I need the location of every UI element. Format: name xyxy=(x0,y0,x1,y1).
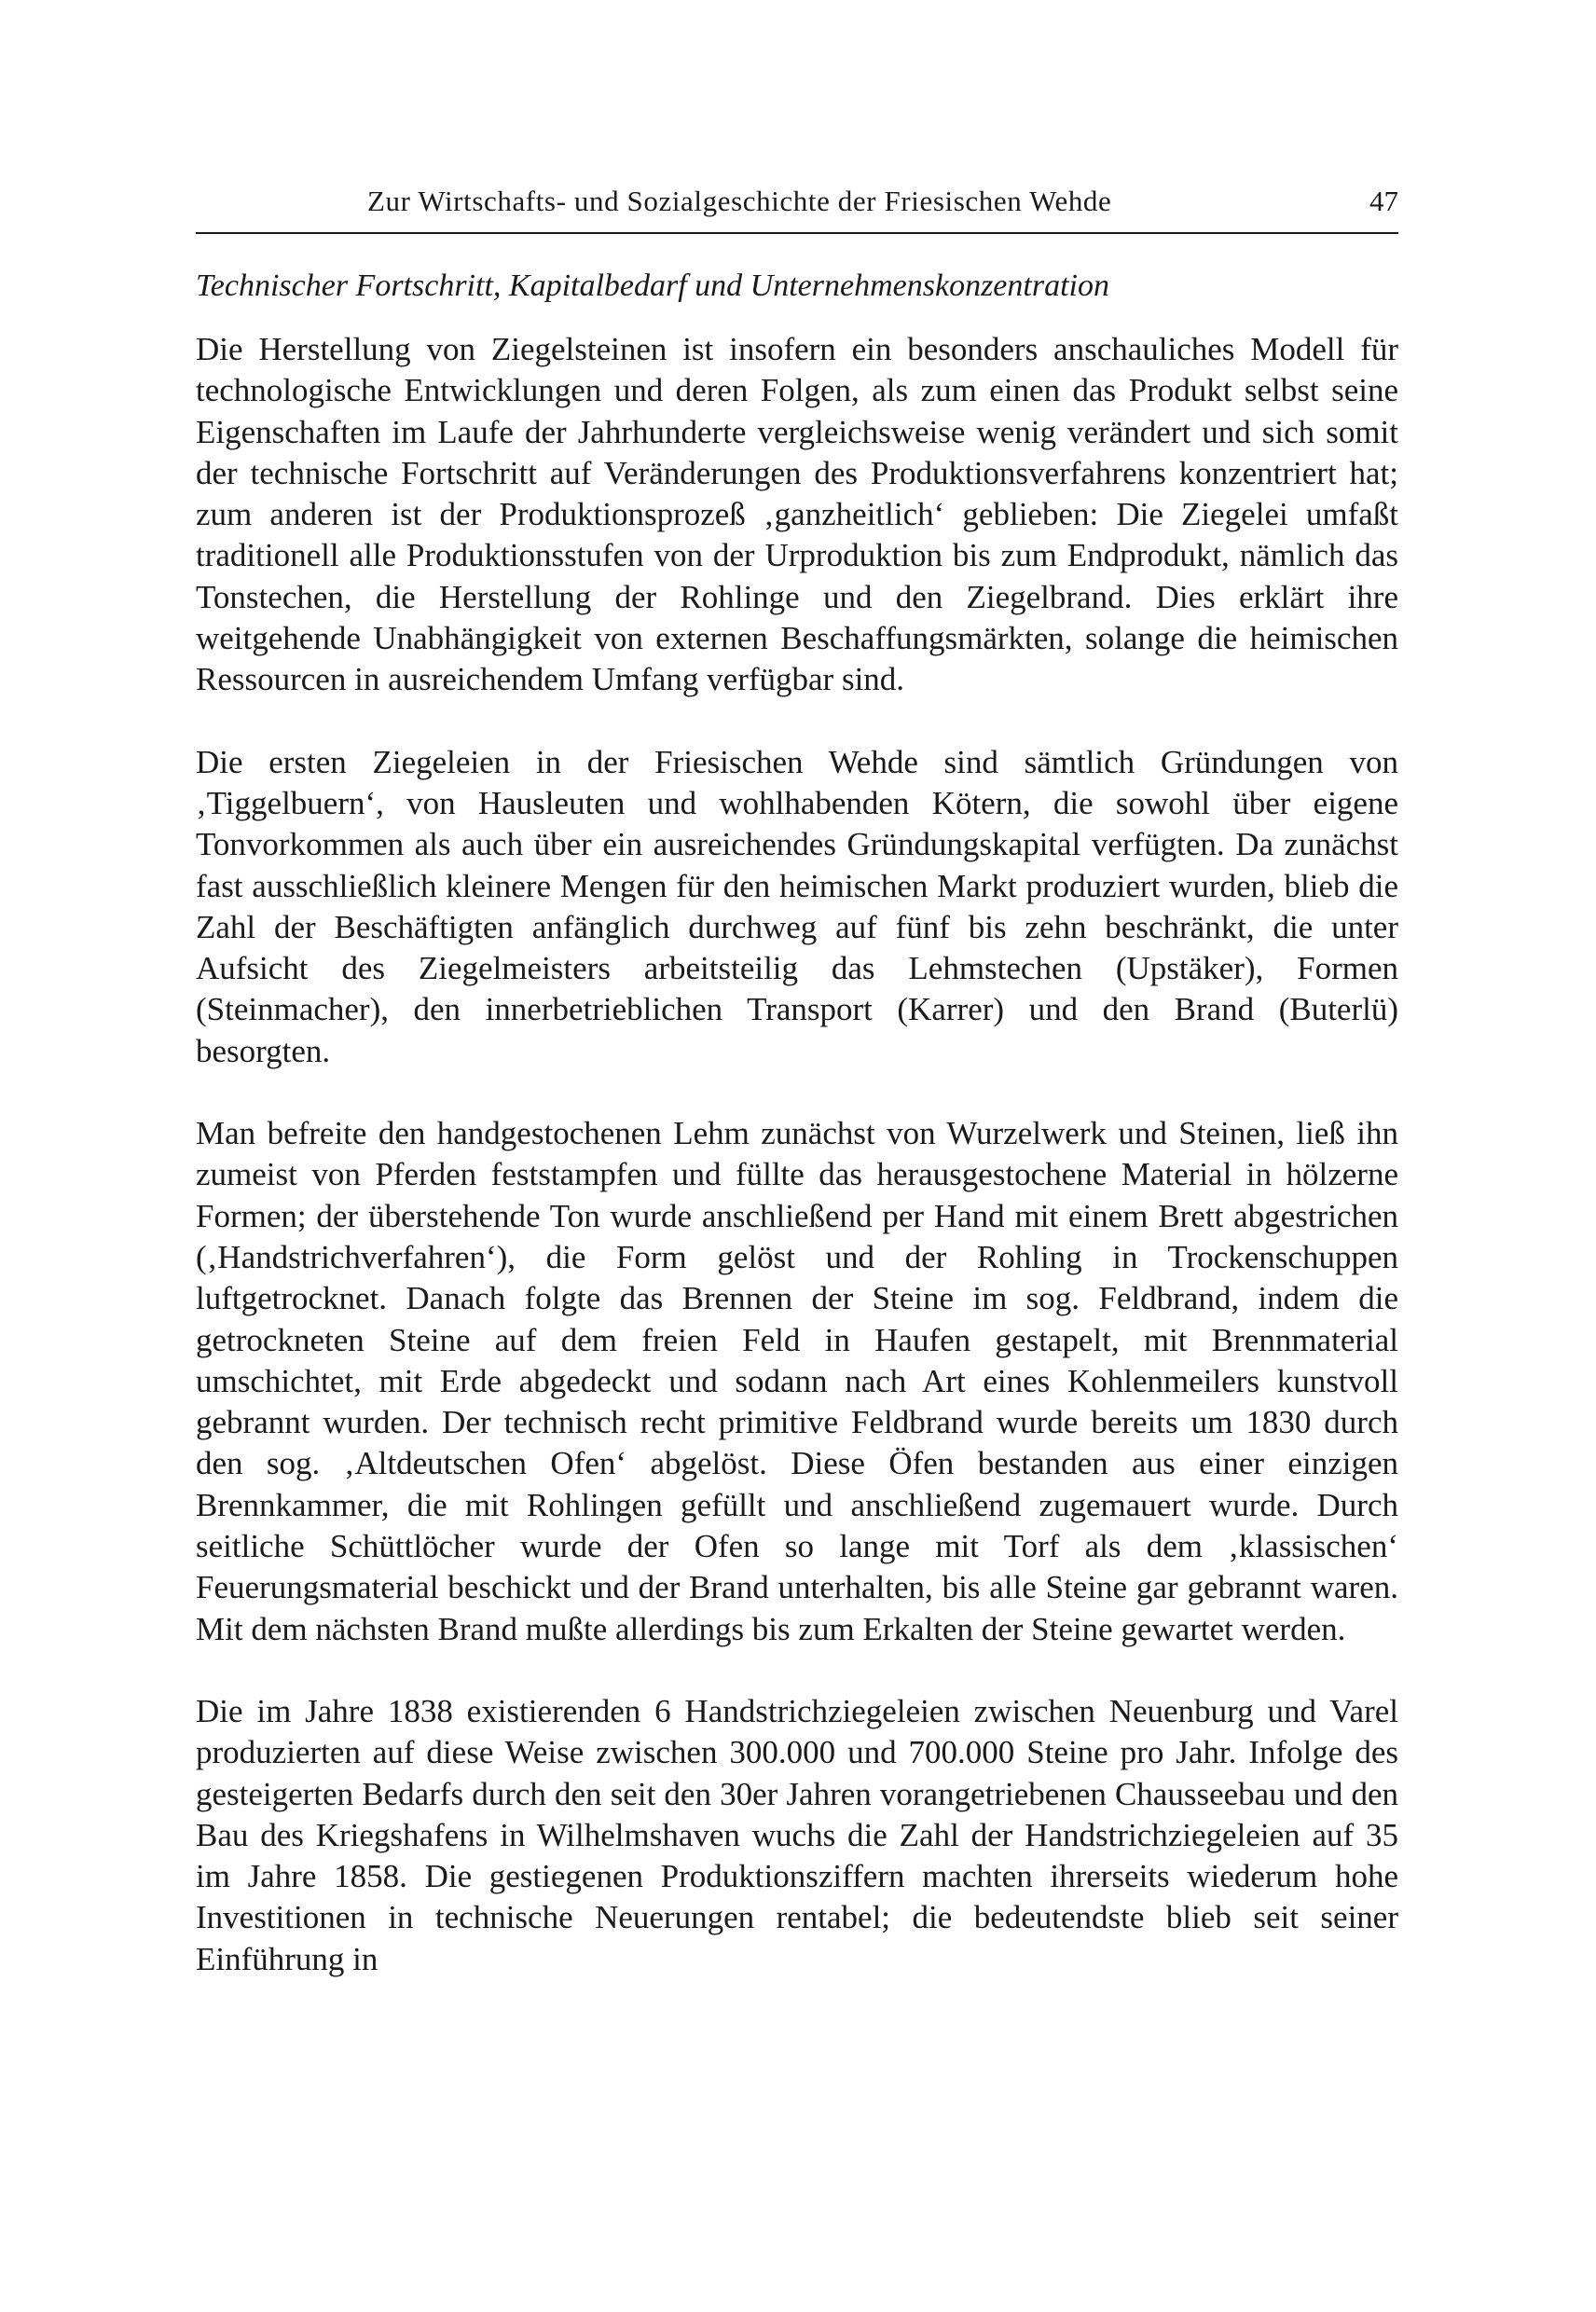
paragraph-3: Man befreite den handgestochenen Lehm zunächst von Wurzelwerk und Steinen, ließ ihn zumeist von Pferden feststampfen und füllte das herausgestochene Material in hölzerne Formen; der überstehende Ton wurde anschließend per Hand mit einem Brett abgestrichen (‚Handstrichverfahren‘), die Form gelöst und der Rohling in Trockenschuppen luftgetrocknet. Danach folgte das Brennen der Steine im sog. Feldbrand, indem die getrockneten Steine auf dem freien Feld in Haufen gestapelt, mit Brennmaterial umschichtet, mit Erde abgedeckt und sodann nach Art eines Kohlenmeilers kunstvoll gebrannt wurden. Der technisch recht primitive Feldbrand wurde bereits um 1830 durch den sog. ‚Altdeutschen Ofen‘ abgelöst. Diese Öfen bestanden aus einer einzigen Brennkammer, die mit Rohlingen gefüllt und anschließend zugemauert wurde. Durch seitliche Schüttlöcher wurde der Ofen so lange mit Torf als dem ‚klassischen‘ Feuerungsmaterial beschickt und der Brand unterhalten, bis alle Steine gar gebrannt waren. Mit dem nächsten Brand mußte allerdings bis zum Erkalten der Steine gewartet werden. xyxy=(196,1115,1398,1647)
running-head xyxy=(196,185,1398,241)
section-heading: Technischer Fortschritt, Kapitalbedarf und Unternehmenskonzentration xyxy=(196,268,1109,303)
page-body xyxy=(196,266,1398,1980)
paragraph-1: Die Herstellung von Ziegelsteinen ist insofern ein besonders anschauliches Modell für technologische Entwicklungen und deren Folgen, als zum einen das Produkt selbst seine Eigenschaften im Laufe der Jahrhunderte vergleichsweise wenig verändert und sich somit der technische Fortschritt auf Veränderungen des Produktionsverfahrens konzentriert hat; zum anderen ist der Produktionsprozeß ‚ganzheitlich‘ geblieben: Die Ziegelei umfaßt traditionell alle Produktionsstufen von der Urproduktion bis zum Endprodukt, nämlich das Tonstechen, die Herstellung der Rohlinge und den Ziegelbrand. Dies erklärt ihre weitgehende Unabhängigkeit von externen Beschaffungsmärkten, solange die heimischen Ressourcen in ausreichendem Umfang verfügbar sind. xyxy=(196,331,1398,698)
paragraph-4: Die im Jahre 1838 existierenden 6 Handstrichziegeleien zwischen Neuenburg und Varel produzierten auf diese Weise zwischen 300.000 und 700.000 Steine pro Jahr. Infolge des gesteigerten Bedarfs durch den seit den 30er Jahren vorangetriebenen Chausseebau und den Bau des Kriegshafens in Wilhelmshaven wuchs die Zahl der Handstrichziegeleien auf 35 im Jahre 1858. Die gestiegenen Produktionsziffern machten ihrerseits wiederum hohe Investitionen in technische Neuerungen rentabel; die bedeutendste blieb seit seiner Einführung in xyxy=(196,1692,1398,1977)
paragraph-2: Die ersten Ziegeleien in der Friesischen Wehde sind sämtlich Gründungen von ‚Tiggelbuern‘, von Hausleuten und wohlhabenden Kötern, die sowohl über eigene Tonvorkommen als auch über ein ausreichendes Gründungskapital verfügten. Da zunächst fast ausschließlich kleinere Mengen für den heimischen Markt produziert wurden, blieb die Zahl der Beschäftigten anfänglich durchweg auf fünf bis zehn beschränkt, die unter Aufsicht des Ziegelmeisters arbeitsteilig das Lehmstechen (Upstäker), Formen (Steinmacher), den innerbetrieblichen Transport (Karrer) und den Brand (Buterlü) besorgten. xyxy=(196,743,1398,1069)
page-number: 47 xyxy=(1369,185,1398,217)
running-title: Zur Wirtschafts- und Sozialgeschichte der Friesischen Wehde xyxy=(367,185,1112,217)
header-rule xyxy=(196,232,1398,234)
